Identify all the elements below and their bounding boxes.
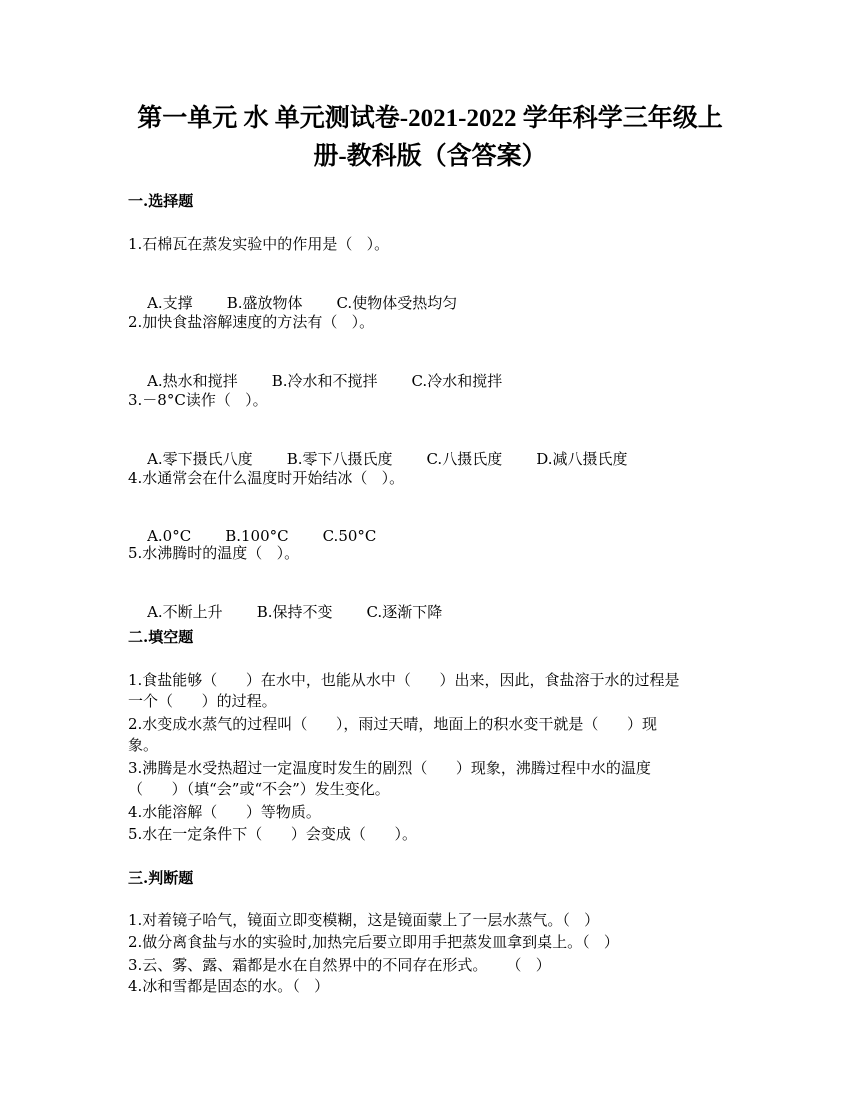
question-stem: 4.水通常会在什么温度时开始结冰（ ）。	[128, 469, 405, 487]
fill-line: 一个（ ）的过程。	[128, 692, 277, 710]
option-a: A.0°C	[147, 527, 192, 545]
option-c: C.冷水和搅拌	[411, 372, 503, 390]
option-a: A.零下摄氏八度	[147, 450, 253, 468]
judge-line: 3.云、雾、露、霜都是水在自然界中的不同存在形式。 （ ）	[128, 956, 551, 974]
option-a: A.支撑	[147, 294, 193, 312]
fill-line: 3.沸腾是水受热超过一定温度时发生的剧烈（ ）现象，沸腾过程中水的温度	[128, 759, 651, 777]
judge-line: 4.冰和雪都是固态的水。（ ）	[128, 977, 330, 995]
section-heading-judge: 三.判断题	[128, 869, 194, 887]
option-c: C.50°C	[322, 527, 377, 545]
option-c: C.八摄氏度	[426, 450, 503, 468]
document-title	[90, 100, 770, 176]
question-stem: 1.石棉瓦在蒸发实验中的作用是（ ）。	[128, 235, 390, 253]
title-line-1: 第一单元 水 单元测试卷-2021-2022 学年科学三年级上	[137, 105, 723, 132]
option-b: B.100°C	[225, 527, 289, 545]
section-heading-choice: 一.选择题	[128, 192, 194, 210]
fill-line: 2.水变成水蒸气的过程叫（ ），雨过天晴，地面上的积水变干就是（ ）现	[128, 715, 658, 733]
fill-line: （ ）（填“会”或“不会”）发生变化。	[128, 780, 390, 798]
fill-line: 象。	[128, 736, 159, 754]
question-stem: 5.水沸腾时的温度（ ）。	[128, 544, 300, 562]
option-c: C.逐渐下降	[366, 603, 443, 621]
option-a: A.不断上升	[147, 603, 223, 621]
fill-line: 4.水能溶解（ ）等物质。	[128, 803, 321, 821]
question-stem: 2.加快食盐溶解速度的方法有（ ）。	[128, 313, 375, 331]
option-b: B.冷水和不搅拌	[271, 372, 378, 390]
judge-line: 1.对着镜子哈气，镜面立即变模糊，这是镜面蒙上了一层水蒸气。（ ）	[128, 911, 600, 929]
question-stem: 3.－8°C读作（ ）。	[128, 391, 268, 409]
option-a: A.热水和搅拌	[147, 372, 238, 390]
option-b: B.保持不变	[256, 603, 333, 621]
option-b: B.盛放物体	[226, 294, 303, 312]
fill-line: 5.水在一定条件下（ ）会变成（ ）。	[128, 825, 418, 843]
option-b: B.零下八摄氏度	[286, 450, 393, 468]
title-line-2: 册-教科版（含答案）	[313, 143, 547, 170]
option-c: C.使物体受热均匀	[336, 294, 458, 312]
fill-line: 1.食盐能够（ ）在水中，也能从水中（ ）出来，因此，食盐溶于水的过程是	[128, 671, 680, 689]
judge-line: 2.做分离食盐与水的实验时,加热完后要立即用手把蒸发皿拿到桌上。（ ）	[128, 933, 619, 951]
option-d: D.减八摄氏度	[536, 450, 628, 468]
section-heading-fill: 二.填空题	[128, 628, 194, 646]
